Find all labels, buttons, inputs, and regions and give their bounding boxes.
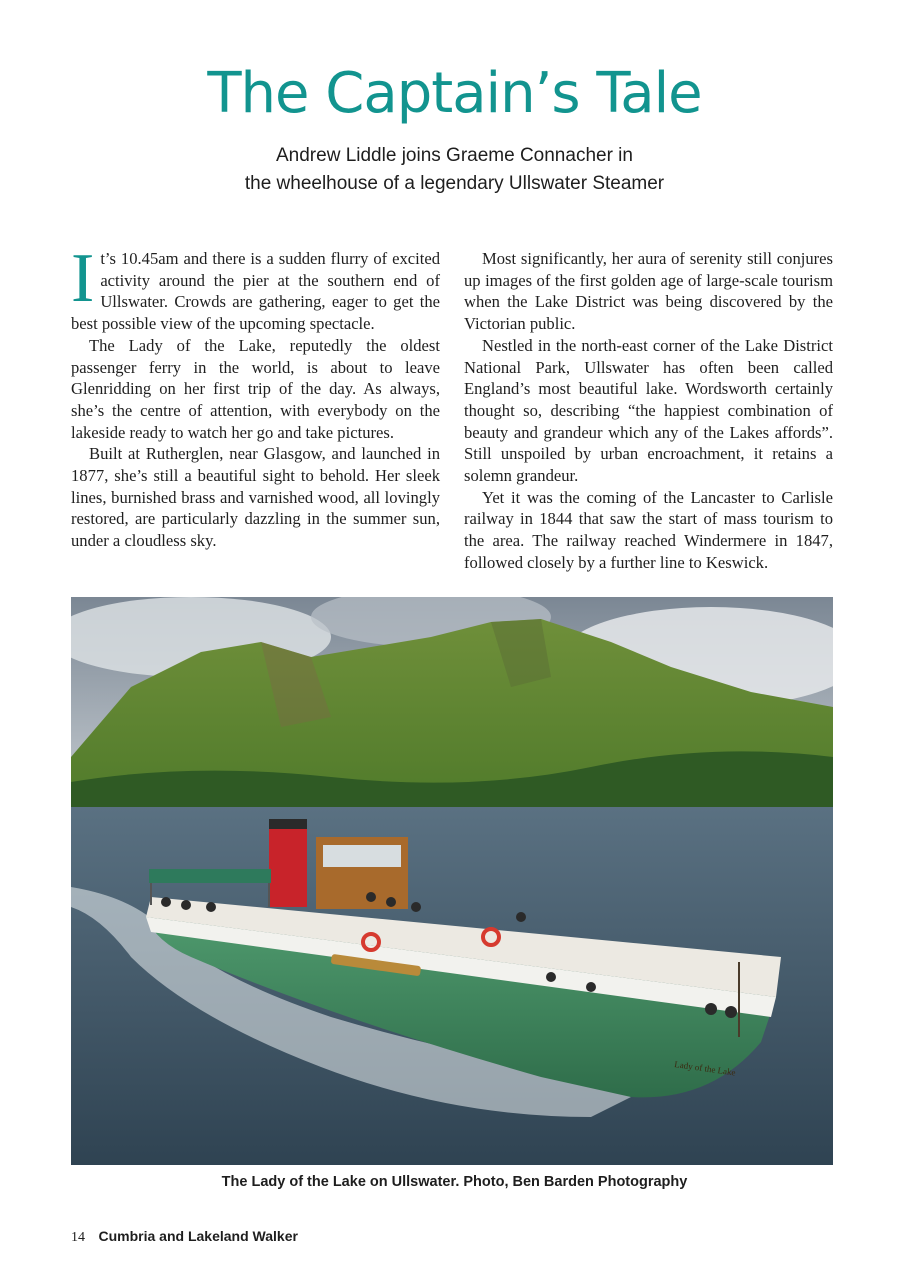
page-footer <box>71 1228 298 1246</box>
body-column-right <box>464 248 833 574</box>
standfirst-line: Andrew Liddle joins Graeme Connacher in <box>276 145 633 166</box>
body-paragraph: Nestled in the north-east corner of the Lake District National Park, Ullswater has often been called England’s most beautiful lake. Wordsworth certainly thought so, describing “the happiest combination of beauty and grandeur which any of the Lakes affords”. Still unspoiled by urban encroachment, it retains a solemn grandeur. <box>464 335 833 486</box>
body-paragraph: Most significantly, her aura of serenity still conjures up images of the first golden age of large-scale tourism when the Lake District was being discovered by the Victorian public. <box>464 249 833 334</box>
paragraph-text: t’s 10.45am and there is a sudden flurry of excited activity around the pier at the southern end of Ullswater. Crowds are gathering, eager to get the best possible view of the upcoming spectacle. <box>71 249 440 334</box>
steamer-photo-illustration <box>71 597 833 1165</box>
body-paragraph: Built at Rutherglen, near Glasgow, and launched in 1877, she’s still a beautiful sight to behold. Her sleek lines, burnished brass and varnished wood, all lovingly restored, are particularly dazzling in the summer sun, under a cloudless sky. <box>71 444 440 551</box>
standfirst <box>0 142 909 198</box>
funnel <box>269 825 307 907</box>
photo-caption: The Lady of the Lake on Ullswater. Photo, Ben Barden Photography <box>221 1174 688 1190</box>
page-number: 14 <box>71 1230 85 1245</box>
standfirst-line: the wheelhouse of a legendary Ullswater Steamer <box>244 173 665 194</box>
boat-nameplate: Lady of the Lake <box>673 1059 737 1078</box>
body-paragraph: The Lady of the Lake, reputedly the oldest passenger ferry in the world, is about to leave Glenridding on her first trip of the day. As always, she’s the centre of attention, with everybody on the lakeside ready to watch her go and take pictures. <box>71 335 440 442</box>
publication-name: Cumbria and Lakeland Walker <box>98 1228 298 1244</box>
feature-photo <box>71 597 833 1165</box>
body-column-left <box>71 240 440 552</box>
body-paragraph <box>71 240 440 335</box>
drop-cap: I <box>71 240 95 317</box>
body-paragraph: Yet it was the coming of the Lancaster to Carlisle railway in 1844 that saw the start of mass tourism to the area. The railway reached Windermere in 1847, followed closely by a further line to Keswick. <box>464 487 833 572</box>
canopy <box>149 869 271 883</box>
article-title: The Captain’s Tale <box>207 61 702 126</box>
